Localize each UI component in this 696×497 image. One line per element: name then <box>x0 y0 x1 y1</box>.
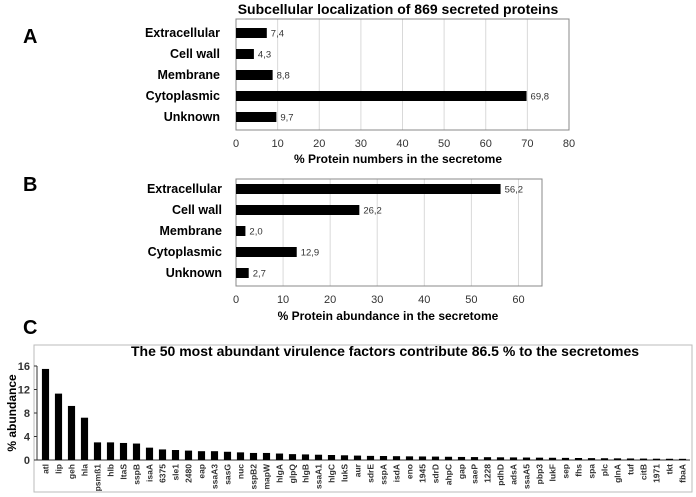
a-x-tick-label: 30 <box>354 138 367 150</box>
c-bar <box>497 457 504 460</box>
c-category-label: plc <box>599 464 610 477</box>
c-category-label: sep <box>560 464 571 479</box>
a-x-tick-label: 80 <box>562 138 576 150</box>
b-bar <box>236 184 501 194</box>
c-category-label: aur <box>352 464 363 478</box>
c-bar <box>42 369 49 460</box>
c-bar <box>510 457 517 460</box>
c-y-tick-label: 12 <box>17 384 30 397</box>
c-category-label: saeP <box>469 464 480 484</box>
c-bar <box>575 458 582 460</box>
a-bar <box>236 49 254 59</box>
b-x-tick-label: 30 <box>371 294 384 306</box>
c-bar <box>601 458 608 460</box>
c-bar <box>159 449 166 460</box>
b-value-label: 56,2 <box>504 184 524 196</box>
c-category-label: glpQ <box>287 464 298 484</box>
chart-b <box>147 179 542 323</box>
c-category-label: 1228 <box>482 464 493 483</box>
c-bar <box>120 443 127 460</box>
c-category-label: tuf <box>625 464 636 475</box>
c-bar <box>250 453 257 460</box>
b-bar <box>236 247 297 257</box>
a-x-tick-label: 50 <box>438 138 451 150</box>
chart-a <box>145 1 575 166</box>
c-category-label: pdhD <box>495 464 506 486</box>
a-bar <box>236 91 527 101</box>
a-bar <box>236 112 276 122</box>
panel-letter-b: B <box>23 174 38 196</box>
c-bar <box>55 394 62 460</box>
c-category-label: 2480 <box>183 464 194 483</box>
c-category-label: fbaA <box>677 464 688 483</box>
b-bar <box>236 268 249 278</box>
c-category-label: fhs <box>573 464 584 477</box>
a-value-label: 7,4 <box>270 28 285 40</box>
c-category-label: 6375 <box>157 464 168 483</box>
c-bar <box>627 458 634 460</box>
chart-b-category-label: Extracellular <box>146 182 222 196</box>
c-category-label: sdrD <box>430 464 441 484</box>
c-category-label: adsA <box>508 464 519 485</box>
b-value-label: 12,9 <box>300 247 320 259</box>
chart-b-x-axis-label: % Protein abundance in the secretome <box>277 309 499 323</box>
c-category-label: sasG <box>222 464 233 485</box>
c-bar <box>146 448 153 460</box>
chart-c-y-axis-label: % abundance <box>5 374 19 452</box>
c-bar <box>224 452 231 460</box>
c-bar <box>445 457 452 460</box>
chart-b-category-label: Cell wall <box>171 203 222 217</box>
c-bar <box>276 454 283 460</box>
a-x-tick-label: 40 <box>396 138 409 150</box>
c-category-label: sdrE <box>365 464 376 483</box>
panel-letter-c: C <box>23 317 38 339</box>
b-x-tick-label: 60 <box>512 294 525 306</box>
c-category-label: eno <box>404 464 415 480</box>
a-bar <box>236 70 273 80</box>
a-x-tick-label: 20 <box>313 138 326 150</box>
c-bar <box>562 458 569 460</box>
c-category-label: hlgA <box>274 464 285 483</box>
c-category-label: lukF <box>547 464 558 482</box>
c-bar <box>133 444 140 460</box>
c-category-label: hlb <box>105 464 116 477</box>
c-bar <box>458 457 465 460</box>
c-bar <box>315 455 322 460</box>
c-category-label: gap <box>456 464 467 480</box>
c-category-label: sspA <box>378 464 389 485</box>
chart-a-category-label: Extracellular <box>144 26 220 40</box>
c-category-label: eap <box>196 464 207 479</box>
c-bar <box>185 451 192 460</box>
c-bar <box>302 454 309 460</box>
c-bar <box>380 456 387 460</box>
panel-letter-a: A <box>23 26 38 48</box>
b-x-tick-label: 40 <box>418 294 431 306</box>
c-bar <box>484 457 491 460</box>
c-category-label: ltaS <box>118 464 129 480</box>
c-category-label: sspB <box>131 464 142 485</box>
a-x-tick-label: 10 <box>271 138 284 150</box>
b-bar <box>236 205 359 215</box>
c-bar <box>107 442 114 460</box>
a-x-tick-label: 0 <box>232 138 240 150</box>
c-bar <box>679 459 686 460</box>
chart-b-plot-frame <box>236 179 542 286</box>
c-category-label: hla <box>79 464 90 477</box>
chart-a-title: Subcellular localization of 869 secreted proteins <box>237 1 559 17</box>
c-bar <box>406 456 413 460</box>
c-bar <box>614 458 621 460</box>
c-y-tick-label: 0 <box>23 455 30 467</box>
c-bar <box>237 452 244 460</box>
c-y-tick-label: 16 <box>17 361 30 373</box>
a-x-tick-label: 60 <box>479 138 492 150</box>
chart-a-x-axis-label: % Protein numbers in the secretome <box>293 152 503 166</box>
c-category-label: psmß1 <box>92 464 103 492</box>
b-bar <box>236 226 245 236</box>
a-x-tick-label: 70 <box>521 138 534 150</box>
chart-a-category-label: Membrane <box>157 68 220 82</box>
c-category-label: sle1 <box>170 464 181 481</box>
chart-c <box>5 343 692 492</box>
c-bar <box>653 459 660 460</box>
a-value-label: 8,8 <box>276 70 290 82</box>
c-bar <box>198 451 205 460</box>
b-value-label: 2,7 <box>252 268 266 280</box>
c-bar <box>588 458 595 460</box>
c-bar <box>341 455 348 460</box>
b-x-tick-label: 10 <box>276 294 290 306</box>
c-bar <box>666 459 673 460</box>
c-bar <box>367 456 374 460</box>
chart-b-category-label: Unknown <box>165 266 222 280</box>
chart-a-category-label: Unknown <box>163 110 220 124</box>
chart-c-title: The 50 most abundant virulence factors contribute 86.5 % to the secretomes <box>130 343 640 359</box>
chart-a-category-label: Cytoplasmic <box>145 89 220 103</box>
c-category-label: pbp3 <box>534 464 545 485</box>
b-x-tick-label: 0 <box>232 294 240 306</box>
c-bar <box>354 456 361 460</box>
a-value-label: 4,3 <box>257 49 272 61</box>
b-value-label: 2,0 <box>249 226 263 238</box>
c-category-label: 1971 <box>651 464 662 483</box>
c-bar <box>471 457 478 460</box>
c-bar <box>393 456 400 460</box>
c-bar <box>94 442 101 460</box>
c-category-label: geh <box>66 464 77 480</box>
c-category-label: isdA <box>391 464 402 483</box>
c-bar <box>263 453 270 460</box>
c-bar <box>328 455 335 460</box>
c-category-label: ahpC <box>443 464 454 486</box>
b-value-label: 26,2 <box>363 205 382 217</box>
a-value-label: 9,7 <box>280 112 294 124</box>
c-bar <box>536 458 543 460</box>
c-category-label: 1945 <box>417 464 428 483</box>
c-category-label: atl <box>40 464 51 474</box>
c-category-label: citB <box>638 464 649 481</box>
chart-b-category-label: Membrane <box>159 224 222 238</box>
c-category-label: tkt <box>664 464 675 475</box>
b-x-tick-label: 20 <box>324 294 337 306</box>
c-category-label: hlgC <box>326 464 337 483</box>
c-category-label: isaA <box>144 464 155 482</box>
c-category-label: mapW <box>261 464 272 490</box>
c-category-label: glnA <box>612 464 623 483</box>
c-bar <box>68 406 75 460</box>
c-category-label: nuc <box>235 464 246 480</box>
c-bar <box>523 458 530 460</box>
c-category-label: ssaA3 <box>209 464 220 490</box>
c-bar <box>172 450 179 460</box>
c-category-label: sspB2 <box>248 464 259 490</box>
c-category-label: spa <box>586 464 597 479</box>
chart-b-category-label: Cytoplasmic <box>147 245 222 259</box>
c-category-label: hlgB <box>300 464 311 483</box>
c-y-tick-label: 4 <box>23 431 30 444</box>
b-x-tick-label: 50 <box>465 294 478 306</box>
c-y-tick-label: 8 <box>23 408 30 420</box>
a-value-label: 69,8 <box>530 91 550 103</box>
c-bar <box>419 456 426 460</box>
c-bar <box>81 418 88 460</box>
c-bar <box>289 454 296 460</box>
c-category-label: ssaA5 <box>521 464 532 490</box>
c-category-label: lukS <box>339 464 350 482</box>
chart-a-category-label: Cell wall <box>169 47 220 61</box>
c-bar <box>549 458 556 460</box>
c-category-label: lip <box>53 464 64 474</box>
a-bar <box>236 28 267 38</box>
c-category-label: ssaA1 <box>313 464 324 490</box>
c-bar <box>211 451 218 460</box>
c-bar <box>640 459 647 460</box>
c-bar <box>432 457 439 460</box>
